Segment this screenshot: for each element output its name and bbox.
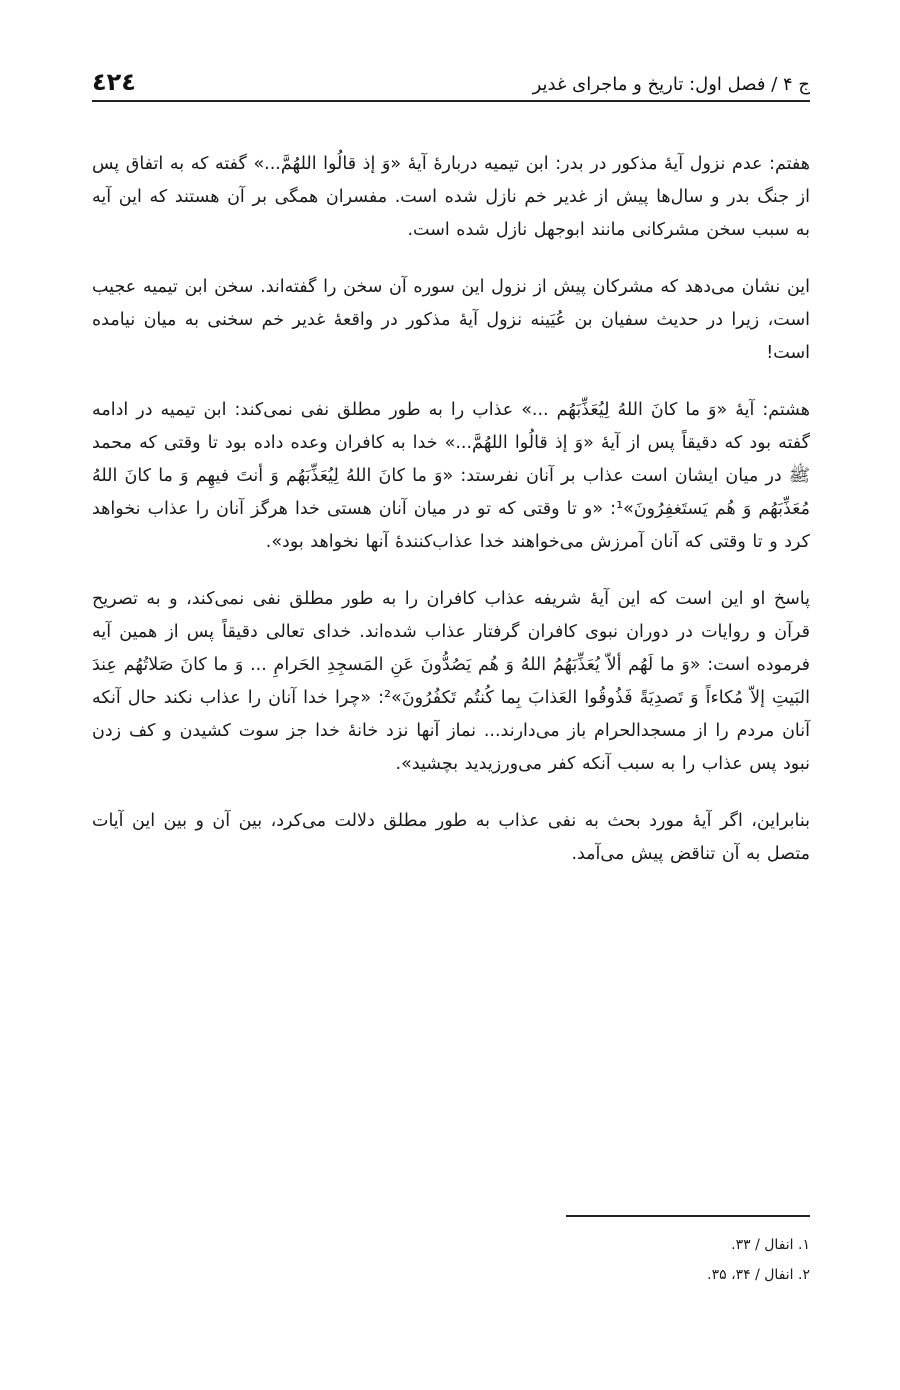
running-title: ج ۴ / فصل اول: تاریخ و ماجرای غدیر	[532, 74, 810, 95]
body-text	[92, 148, 810, 871]
paragraph-text: هفتم: عدم نزول آیهٔ مذکور در بدر: ابن تیمیه دربارهٔ آیهٔ «وَ إذ قالُوا اللهُمَّ...» گفته که به اتفاق پس از جنگ بدر و سال‌ها پیش از غدیر خم نازل شده است. مفسران همگی بر آن هستند که این آیه به سبب سخن مشرکانی مانند ابوجهل نازل شده است.	[92, 154, 810, 240]
paragraph-text: هشتم: آیهٔ «وَ ما کانَ اللهُ لِیُعَذِّبَهُم ...» عذاب را به طور مطلق نفی نمی‌کند: ابن تیمیه در ادامه گفته بود که دقیقاً پس از آیهٔ «وَ إذ قالُوا اللهُمَّ...» خدا به کافران وعده داده بود تا وقتی که محمد ﷺ در میان ایشان است عذاب بر آنان نفرستد: «وَ ما کانَ اللهُ لِیُعَذِّبَهُم وَ أنتَ فیهِم وَ ما کانَ اللهُ مُعَذِّبَهُم وَ هُم یَستَغفِرُونَ»¹: «و تا وقتی که تو در میان آنان هستی خدا هرگز آنان را عذاب نخواهد کرد و تا وقتی که آنان آمرزش می‌خواهند خدا عذاب‌کنندهٔ آنها نخواهد بود».	[92, 400, 810, 552]
paragraph-eighth-point	[92, 394, 810, 559]
footnote-2: ٢. انفال / ٣۴، ٣۵.	[707, 1267, 810, 1283]
running-header	[92, 60, 810, 102]
paragraph-response-1	[92, 271, 810, 370]
footnotes	[92, 1230, 810, 1290]
paragraph-text: این نشان می‌دهد که مشرکان پیش از نزول این سوره آن سخن را گفته‌اند. سخن ابن تیمیه عجیب است، زیرا در حدیث سفیان بن عُیَینه نزول آیهٔ مذکور در واقعهٔ غدیر خم سخنی به میان نیامده است!	[92, 277, 810, 363]
footnote-1: ١. انفال / ٣٣.	[731, 1237, 810, 1253]
paragraph-text: پاسخ او این است که این آیهٔ شریفه عذاب کافران را به طور مطلق نفی نمی‌کند، و به تصریح قرآن و روایات در دوران نبوی کافران گرفتار عذاب شده‌اند. خدای تعالی دقیقاً پس از همین آیه فرموده است: «وَ ما لَهُم ألاّ یُعَذِّبَهُمُ اللهُ وَ هُم یَصُدُّونَ عَنِ المَسجِدِ الحَرامِ ... وَ ما کانَ صَلاتُهُم عِندَ البَیتِ إلاّ مُکاءاً وَ تَصدِیَةً فَذُوقُوا العَذابَ بِما کُنتُم تَکفُرُونَ»²: «چرا خدا آنان را عذاب نکند حال آنکه آنان مردم را از مسجدالحرام باز می‌دارند... نماز آنها نزد خانهٔ خدا جز سوت کشیدن و کف زدن نبود پس عذاب را به سبب آنکه کفر می‌ورزیدید بچشید».	[92, 589, 810, 774]
paragraph-seventh-point	[92, 148, 810, 247]
book-page	[92, 60, 810, 1350]
paragraph-conclusion	[92, 805, 810, 871]
footnote-separator	[566, 1215, 810, 1217]
page-number: ٤٢٤	[92, 68, 136, 96]
paragraph-response-2	[92, 583, 810, 781]
paragraph-text: بنابراین، اگر آیهٔ مورد بحث به نفی عذاب به طور مطلق دلالت می‌کرد، بین آن و بین این آیات متصل به آن تناقض پیش می‌آمد.	[92, 811, 810, 864]
